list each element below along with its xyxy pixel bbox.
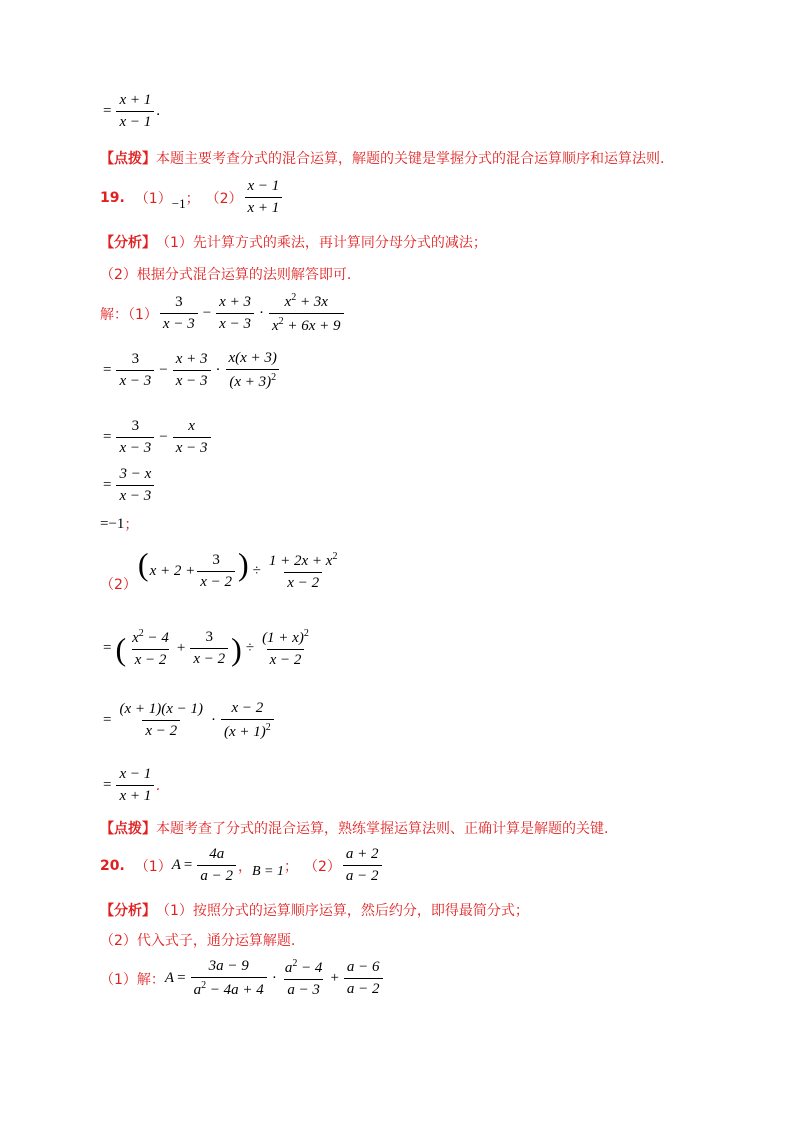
answer-part1: A = $\frac{4a}{a - 2}$ — [172, 846, 238, 885]
answer-part2: $\frac{x - 1}{x + 1}$ — [243, 178, 285, 217]
review-text: 本题主要考查分式的混合运算，解题的关键是掌握分式的混合运算顺序和运算法则. — [156, 151, 665, 167]
answer-b-value: B = 1 — [252, 863, 284, 879]
question-number: 19. — [100, 189, 125, 206]
solution-20-step1: （1）解： A = $\frac{3a - 9}{a^2 - 4a + 4}$ · $\frac{a^2 - 4}{a - 3}$ + $\frac{a - 6}{a - 2}$ — [100, 958, 385, 999]
question-20-answer: 20. （1） A = $\frac{4a}{a - 2}$ ， B = 1 ； （2） $\frac{a + 2}{a - 2}$ — [100, 846, 384, 885]
solution-19-step4: = $\frac{3 - x}{x - 3}$ — [100, 466, 156, 505]
solution-19-part2: （2） (x + 2 + $\frac{3}{x - 2}$ ) ÷ $\frac{1 + 2x + x^2}{x - 2}$ — [100, 546, 338, 594]
review-note-1 — [100, 148, 664, 168]
answer-part1: −1 — [171, 195, 186, 211]
solution-19-part2-step2: = ( $\frac{x^2 - 4}{x - 2}$ + $\frac{3}{x - 2}$ ) ÷ $\frac{(1 + x)^2}{x - 2}$ — [103, 628, 309, 668]
top-result: = $\frac{x + 1}{x - 1}$ . — [103, 92, 160, 130]
solution-19-step1: 解：（1） $\frac{3}{x - 3}$ − $\frac{x + 3}{x - 3}$ · $\frac{x^2 + 3x}{x^2 + 6x + 9}$ — [100, 292, 346, 335]
review-note-2: 【点拨】 本题考查了分式的混合运算，熟练掌握运算法则、正确计算是解题的关键. — [100, 821, 609, 837]
analysis-20-line1: 【分析】 （1）按照分式的运算顺序运算，然后约分，即得最简分式； — [100, 903, 529, 919]
solution-19-part2-result: = $\frac{x - 1}{x + 1}$ . — [103, 766, 161, 804]
solution-19-part2-step3: = $\frac{(x + 1)(x - 1)}{x - 2}$ · $\frac{x - 2}{(x + 1)^2}$ — [100, 700, 276, 741]
analysis-19-line2: （2）根据分式混合运算的法则解答即可. — [100, 267, 352, 283]
answer-part2: $\frac{a + 2}{a - 2}$ — [341, 846, 384, 885]
question-19-answer: 19. （1） −1 ； （2） $\frac{x - 1}{x + 1}$ — [100, 178, 284, 217]
analysis-19-line1: 【分析】 （1）先计算方式的乘法，再计算同分母分式的减法； — [100, 235, 487, 251]
analysis-20-line2: （2）代入式子，通分运算解题. — [100, 933, 296, 949]
solution-19-step3: = $\frac{3}{x - 3}$ − $\frac{x}{x - 3}$ — [100, 418, 213, 457]
solution-19-step2: = $\frac{3}{x - 3}$ − $\frac{x + 3}{x - 3}$ · $\frac{x(x + 3)}{(x + 3)^2}$ — [100, 350, 282, 391]
solution-19-result: =−1 ； — [100, 515, 139, 533]
question-number: 20. — [100, 857, 125, 874]
review-tag: 【点拨】 — [100, 151, 156, 167]
